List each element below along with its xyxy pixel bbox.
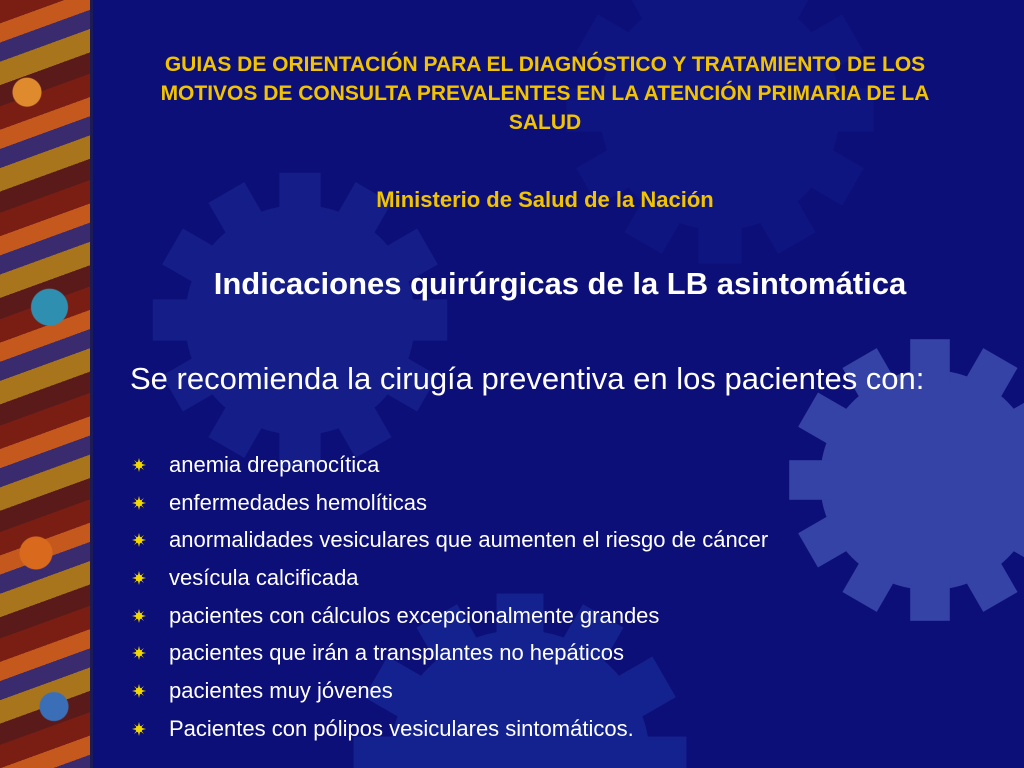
sunburst-bullet-icon — [132, 571, 146, 585]
bullet-text: enfermedades hemolíticas — [169, 489, 428, 515]
indications-list — [130, 446, 1010, 748]
list-item — [130, 597, 1010, 635]
bullet-text: vesícula calcificada — [169, 565, 359, 591]
intro-text: Se recomienda la cirugía preventiva en los pacientes con: — [130, 361, 925, 396]
sunburst-bullet-icon — [132, 496, 146, 510]
list-item — [130, 672, 1010, 710]
list-item — [130, 634, 1010, 672]
list-item — [130, 559, 1010, 597]
section-heading: Indicaciones quirúrgicas de la LB asintomática — [213, 266, 907, 301]
list-item — [130, 446, 1010, 484]
slide-title: GUIAS DE ORIENTACIÓN PARA EL DIAGNÓSTICO Y TRATAMIENTO DE LOS MOTIVOS DE CONSULTA PREVALENTES EN LA ATENCIÓN PRIMARIA DE LA SALUD — [160, 53, 930, 134]
ministry-subtitle: Ministerio de Salud de la Nación — [376, 187, 714, 212]
bullet-text: pacientes con cálculos excepcionalmente grandes — [169, 602, 660, 628]
sunburst-bullet-icon — [132, 533, 146, 547]
bullet-text: anormalidades vesiculares que aumenten el riesgo de cáncer — [169, 527, 769, 553]
sunburst-bullet-icon — [132, 684, 146, 698]
sunburst-bullet-icon — [132, 458, 146, 472]
sunburst-bullet-icon — [132, 609, 146, 623]
sunburst-bullet-icon — [132, 646, 146, 660]
list-item — [130, 710, 1010, 748]
gear-icon — [153, 173, 447, 467]
list-item — [130, 484, 1010, 522]
bullet-text: Pacientes con pólipos vesiculares sintomáticos. — [169, 715, 634, 741]
sunburst-bullet-icon — [132, 722, 146, 736]
bullet-text: anemia drepanocítica — [169, 452, 380, 477]
bullet-text: pacientes que irán a transplantes no hepáticos — [169, 640, 624, 666]
bullet-text: pacientes muy jóvenes — [169, 678, 393, 704]
list-item — [130, 521, 1010, 559]
